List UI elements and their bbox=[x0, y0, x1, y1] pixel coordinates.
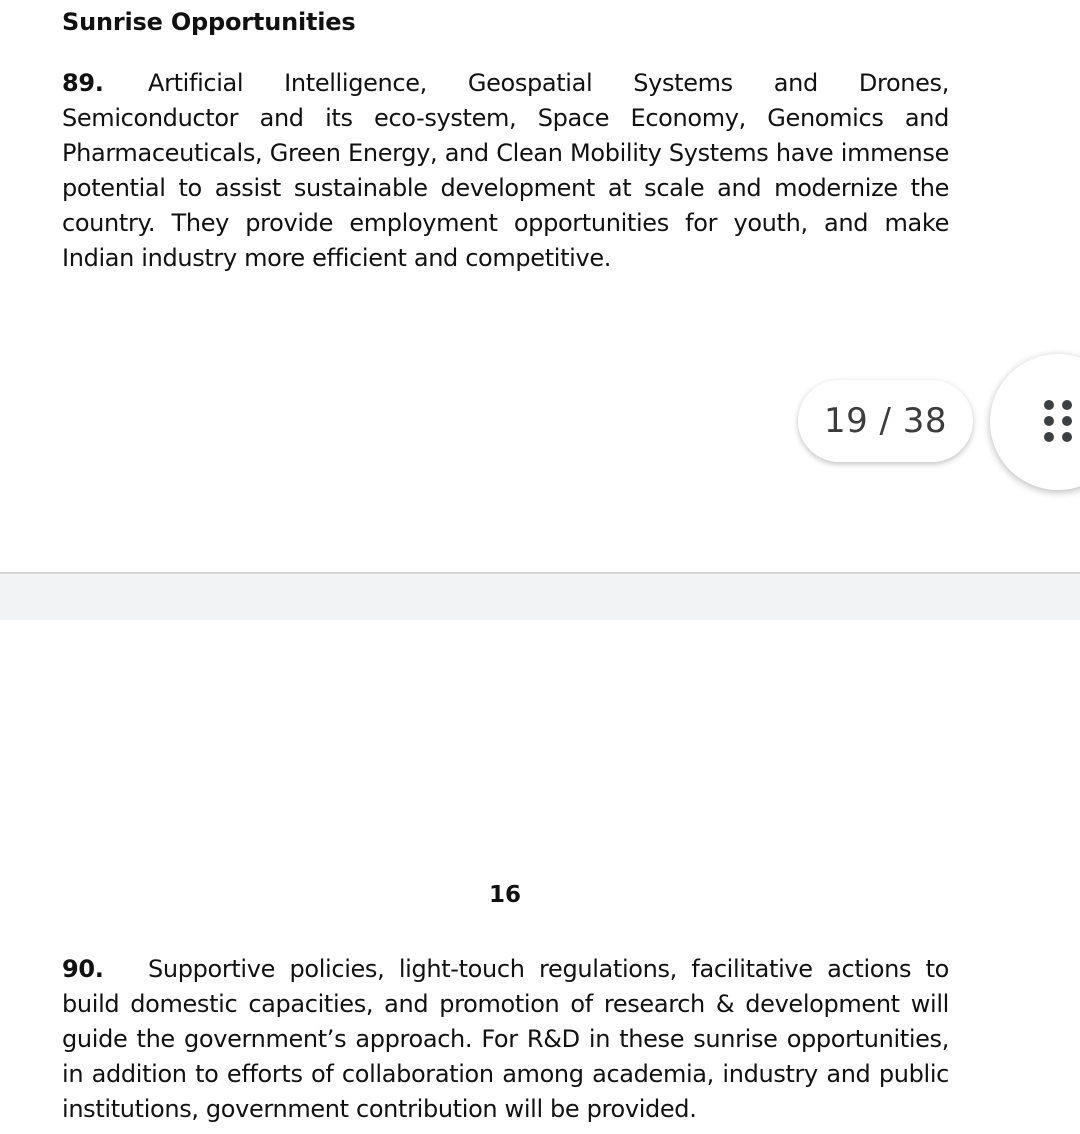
page-separator bbox=[0, 572, 1080, 620]
printed-page-number: 16 bbox=[488, 882, 521, 908]
paragraph-90 bbox=[62, 952, 949, 1127]
section-heading: Sunrise Opportunities bbox=[62, 8, 356, 36]
paragraph-number: 89. bbox=[62, 69, 104, 97]
pdf-page-next bbox=[0, 620, 1080, 1134]
paragraph-number: 90. bbox=[62, 955, 104, 983]
more-grid-icon bbox=[1044, 400, 1072, 442]
page-indicator[interactable]: 19 / 38 bbox=[798, 380, 973, 462]
paragraph-text: Supportive policies, light-touch regulations, facilitative actions to build domestic capacities, and promotion of research & development will guide the government’s approach. For R&D in these sunrise opportunities, in addition to efforts of collaboration among academia, industry and public institutions, government contribution will be provided. bbox=[62, 955, 949, 1123]
paragraph-89 bbox=[62, 66, 949, 276]
paragraph-text: Artificial Intelligence, Geospatial Systems and Drones, Semiconductor and its eco-system, Space Economy, Genomics and Pharmaceuticals, Green Energy, and Clean Mobility Systems have immense potential to assist sustainable development at scale and modernize the country. They provide employment opportunities for youth, and make Indian industry more efficient and competitive. bbox=[62, 69, 949, 272]
